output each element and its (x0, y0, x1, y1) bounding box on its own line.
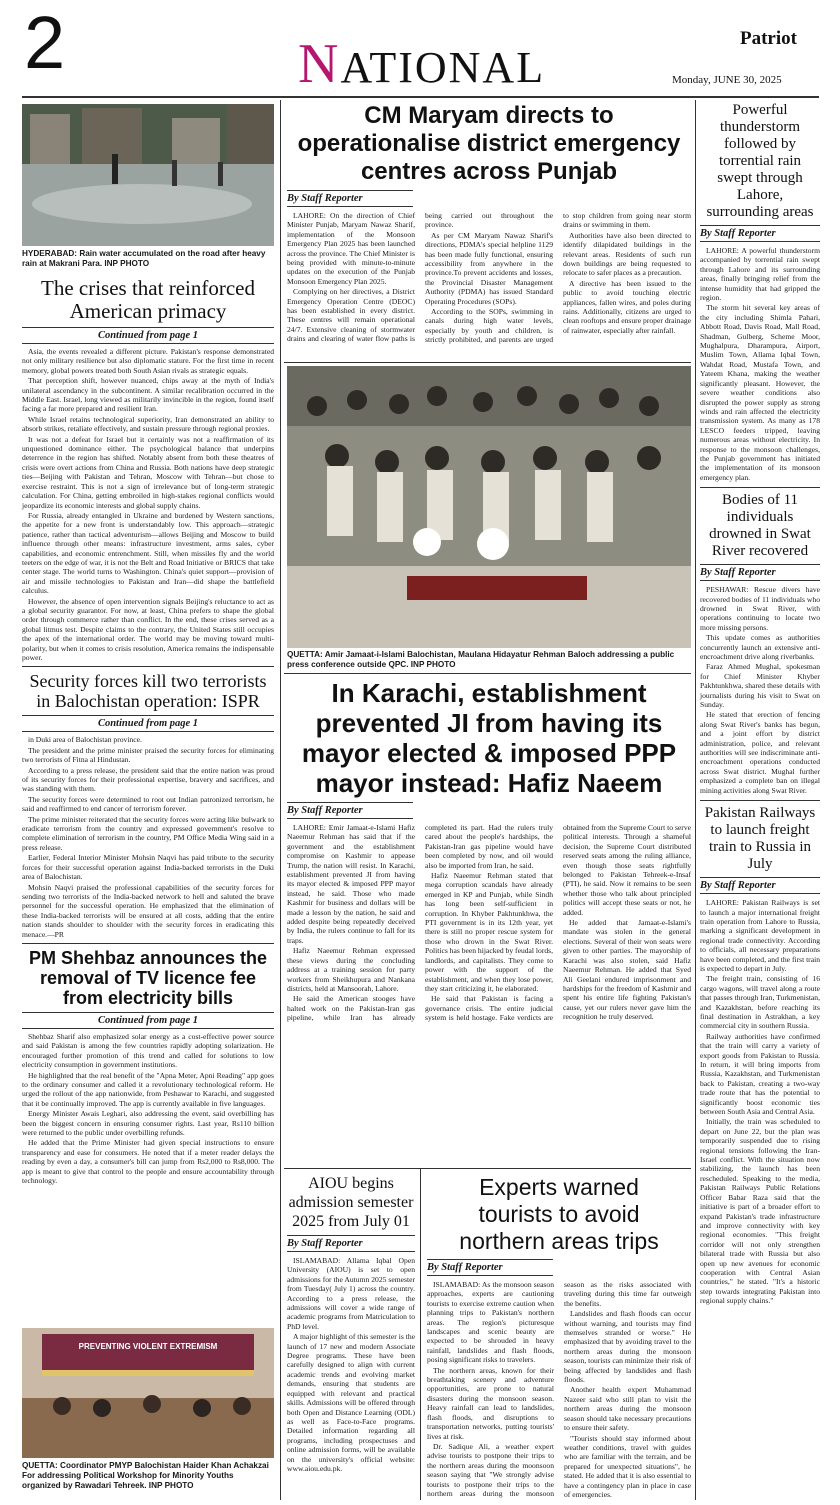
rule-above-photo (284, 362, 691, 363)
paragraph: Authorities have also been directed to identify dilapidated buildings in the relevant areas. Residents of such run down buildings are being requested to relocate to safer places as a precaution. (563, 230, 691, 278)
paragraph: He said that Pakistan is facing a governance crisis. The entire judicial system is held hostage. Fake verdicts are obtained from the Supreme Court to serve political interests. Through a shameful decision, the Supreme Court distributed reserved seats among the ruling alliance, even though those seats rightfully belonged to Pakistan Tehreek-e-Insaf (PTI), he said. Now it remains to be seen whether those who talk about principled politics will accept these seats or not, he added. (425, 823, 691, 1023)
paragraph: Another health expert Muhammad Nazeer said who still plan to visit the northern areas during the monsoon season should take necessary precautions to ensure their safety. (564, 1385, 691, 1433)
thunderstorm-byline: By Staff Reporter (700, 225, 820, 242)
left-column (22, 104, 274, 1186)
paragraph: He added that the Prime Minister had given special instructions to ensure transparency and ease for consumers. He noted that if a meter reader delays the reading by even a day, a consumer's bill can jump from Rs2,000 to Rs8,000. The app is meant to give that control to the people and ensure accountability through technology. (22, 1138, 274, 1186)
thunderstorm-body (700, 246, 820, 482)
story-crises-headline: The crises that reinforced American primacy (41, 276, 255, 323)
paragraph: Mohsin Naqvi praised the professional capabilities of the security forces for sending two terrorists of the India-backed network to hell and saluted the brave personnel for the successful operation. He emphasized that the elimination of these India-backed terrorists will be ensured at all costs, adding that the entire nation stands shoulder to shoulder with the security forces in eradicating this menace.—PR (22, 882, 274, 939)
karachi-headline: In Karachi, establishment prevented JI from having its mayor elected & imposed PPP mayor instead: Hafiz Naeem (301, 678, 677, 798)
paragraph: PESHAWAR: Rescue divers have recovered bodies of 11 individuals who drowned in Swat River, with operations continuing to locate two more missing persons. (700, 585, 820, 632)
story-security-body (22, 735, 274, 939)
paragraph: "Tourists should stay informed about weather conditions, travel with guides who are familiar with the terrain, and be prepared for unexpected situations", he stated. He added that it is also essential to have a contingency plan in place in case of emergencies. (564, 1433, 691, 1499)
paragraph: It was not a defeat for Israel but it certainly was not a reaffirmation of its unquestioned dominance either. The psychological balance that underpins deterrence in the region has shifted. Notably absent from both these theatres of crisis were overt actions from China and Russia. Both nations have deep strategic ties—Beijing with Pakistan and Tehran, Moscow with Tehran—but chose to exercise restraint. This is not a sign of irrelevance but of long-term strategic calculation. For China, getting embroiled in high-stakes regional conflicts would jeopardize its economic interests and global supply chains. (22, 434, 274, 510)
swat-headline: Bodies of 11 individuals drowned in Swat River recovered (709, 492, 811, 560)
swat-byline: By Staff Reporter (700, 564, 820, 581)
paragraph: Hafiz Naeemur Rehman stated that mega corruption scandals have already emerged in KP and Punjab, while Sindh has long been self-sufficient in corruption. In Khyber Pakhtunkhwa, the PTI government is in its 12th year, yet there is still no proper rescue system for those who drown in the Swat River. Politics has been hijacked by feudal lords, landlords, and capitalists. They come to power with the support of the establishment, and when they lose power, they start criticizing it, he elaborated. (425, 871, 554, 993)
thunderstorm-headline: Powerful thunderstorm followed by torrential rain swept through Lahore, surrounding areas (706, 102, 814, 220)
paragraph: Hafiz Naeemur Rehman expressed these views during the concluding address at a training session for party workers from Sheikhupura and Nankana districts, held at Mansoorah, Lahore. (287, 946, 415, 993)
paragraph: Shehbaz Sharif also emphasized solar energy as a cost-effective power source and said Pakistan is among the few countries rapidly adopting solarization. He encouraged further promotion of this trend and called for solutions to low electricity consumption in government institutions. (22, 1031, 274, 1070)
paragraph: He highlighted that the real benefit of the "Apna Meter, Apni Reading" app goes to the ordinary consumer and called it a revolutionary technological reform. He urged the rollout of the app nationwide, from Peshawar to Karachi, and suggested that it be continually improved. The app is currently available in five languages. (22, 1070, 274, 1108)
aiou-headline: AIOU begins admission semester 2025 from July 01 (288, 1175, 414, 1230)
experts-byline: By Staff Reporter (427, 1259, 553, 1276)
paragraph: in Duki area of Balochistan province. (28, 735, 142, 745)
karachi-story (287, 678, 691, 1023)
date: JUNE 30, 2025 (713, 74, 782, 86)
paragraph: The freight train, consisting of 16 cargo wagons, will travel along a route that passes through Iran, Turkmenistan, and Kazakhstan, before reaching its final destination in Astrakhan, a key commercial city in southern Russia. (700, 974, 820, 1031)
railways-body (700, 898, 820, 1305)
experts-body (427, 1280, 691, 1499)
railways-byline: By Staff Reporter (700, 877, 820, 894)
paragraph: The storm hit several key areas of the city including Shimla Pahari, Abbott Road, Davis Road, Mall Road, Shadman, Gulberg, Scheme Moor, Mughalpura, Dharampura, Airport, Muslim Town, Allama Iqbal Town, Wahdat Road, Mustafa Town, and Yateem Khana, making the weather significantly pleasant. However, the severe weather conditions also disrupted the power supply as strong winds and rain affected the electricity transmission system. As many as 178 LESCO feeders tripped, leaving numerous areas without electricity. In response to the monsoon challenges, the Punjab government has initiated the implementation of its monsoon emergency plan. (700, 303, 820, 482)
paragraph: The president and the prime minister praised the security forces for eliminating two terrorists of Fitna al Hindustan. (22, 745, 274, 765)
paragraph: Faraz Ahmed Mughal, spokesman for Chief Minister Khyber Pakhtunkhwa, shared these details with journalists during his visit to Swat on Sunday. (700, 662, 820, 710)
paragraph: Initially, the train was scheduled to depart on June 22, but the plan was temporarily suspended due to rising regional tensions following the Iran-Israel conflict. With the situation now stabilizing, the launch has been rescheduled. Speaking to the media, Pakistan Railways Public Relations Officer Babar Raza said that the initiative is part of a broader effort to expand Pakistan's trade infrastructure and improve connectivity with key regional economies. "This freight corridor will not only strengthen bilateral trade with Russia but also open up new avenues for economic cooperation with Central Asian countries," he stated. "It's a historic step towards integrating Pakistan into regional supply chains." (700, 1117, 820, 1306)
paragraph: The northern areas, known for their breathtaking scenery and adventure opportunities, are prone to natural disasters during the monsoon season. Heavy rainfall can lead to landslides, flash floods, and disruptions to transportation networks, putting tourists' lives at risk. (427, 1365, 554, 1441)
experts-story (427, 1174, 691, 1499)
lead-headline: CM Maryam directs to operationalise district emergency centres across Punjab (297, 102, 681, 185)
day: Monday, (672, 74, 711, 86)
masthead-rule (22, 96, 819, 98)
karachi-body (287, 823, 691, 1023)
section-rest: ATIONAL (340, 43, 546, 92)
rule-above-bottom (284, 1168, 691, 1169)
paragraph: He stated that erection of fencing along Swat River's banks has begun, and a joint effort by district administration, police, and relevant authorities will see indiscriminate anti-encroachment operations conducted across Swat district. Mughal further emphasized a complete ban on illegal mining activities along Swat River. (700, 710, 820, 795)
continued-label: Continued from page 1 (22, 715, 274, 732)
flood-photo-caption: HYDERABAD: Rain water accumulated on the road after heavy rain at Makrani Para. INP PHOTO (22, 249, 266, 268)
workshop-photo-caption: QUETTA: Coordinator PMYP Balochistan Haider Khan Achakzai For addressing Political Workshop for Minority Youths organized by Rawadari Tehreek. INP PHOTO (22, 1461, 269, 1490)
paragraph: For Russia, already entangled in Ukraine and burdened by Western sanctions, the appetite for a new front is understandably low. This approach—strategic patience, rather than tactical adventurism—allows Beijing and Moscow to build influence through other means: infrastructure investment, arms sales, cyber capabilities, and economic entrenchment. Still, when missiles fly and the world teeters on the edge of war, it is not the Belt and Road Initiative or BRICS that take center stage. The world turns to Washington. China's quiet support—provision of air and missile technologies to Pakistan and Iran—did shape the battlefield calculus. (22, 510, 274, 596)
lead-story (287, 102, 691, 345)
column-rule-left (280, 100, 281, 1500)
paragraph: Asia, the events revealed a different picture. Pakistan's response demonstrated not only military resilience but also diplomatic stature. For the first time in recent memory, global powers treated both South Asian rivals as strategic equals. (22, 347, 274, 375)
paragraph: He said the American stooges have halted work on the Pakistan-Iran gas pipeline, while Iran has already completed its part. Had the rulers truly cared about the people's hardships, the Pakistan-Iran gas pipeline would have been completed by now, and oil would also be imported from Iran, he said. (287, 823, 553, 1023)
paragraph: Earlier, Federal Interior Minister Mohsin Naqvi has paid tribute to the security forces for their successful operation against India-backed terrorists in the Duki area of Balochistan. (22, 853, 274, 882)
paragraph: A directive has been issued to the public to avoid touching electric appliances, fallen wires, and poles during rains. Additionally, citizens are urged to clean rooftops and ensure proper drainage of rainwater, especially after rainfall. (563, 278, 691, 335)
railways-headline: Pakistan Railways to launch freight train to Russia in July (704, 805, 816, 873)
paragraph: That perception shift, however nuanced, chips away at the myth of India's unilateral ascendancy in the subcontinent. A similar recalibration occurred in the Middle East. Israel, long viewed as militarily invincible in the region, found itself facing a far more prepared and resilient Iran. (22, 376, 274, 414)
section-title (298, 33, 546, 95)
paragraph: According to a press release, the president said that the entire nation was proud of its security forces for their professional expertise, bravery and sacrifices, and was standing with them. (22, 765, 274, 794)
lead-byline: By Staff Reporter (287, 190, 413, 207)
experts-headline: Experts warned tourists to avoid northern areas trips (459, 1174, 659, 1254)
paragraph: LAHORE: Pakistan Railways is set to launch a major international freight train operation from Lahore to Russia, marking a significant development in regional trade connectivity. According to officials, all necessary preparations have been completed, and the first train is expected to depart in July. (700, 898, 820, 973)
paragraph: Energy Minister Awais Leghari, also addressing the event, said overbilling has been the biggest concern in ensuring consumer rights. Last year, Rs110 billion were returned to the public under overbilling refunds. (22, 1109, 274, 1137)
paper-name: Patriot (740, 28, 797, 49)
workshop-photo (22, 1328, 274, 1458)
paragraph: The prime minister reiterated that the security forces were acting like bulwark to eradicate terrorism from the country and expressed government's resolve to complete elimination of terrorism in the country, PM Office Media Wing said in a press release. (22, 814, 274, 852)
section-initial: N (298, 33, 341, 95)
aiou-byline: By Staff Reporter (287, 1235, 415, 1252)
aiou-story (287, 1174, 415, 1474)
column-rule-bottom-center (420, 1168, 421, 1500)
press-conference-caption: QUETTA: Amir Jamaat-i-Islami Balochistan, Maulana Hidayatur Rehman Baloch addressing a public press conference outside QPC. INP PHOTO (287, 650, 675, 669)
lead-body (287, 211, 691, 345)
continued-label: Continued from page 1 (22, 1012, 274, 1029)
paragraph: As per CM Maryam Nawaz Sharif's directions, PDMA's special helpline 1129 has been made fully functional, ensuring accessibility from anywhere in the province.To prevent accidents and losses, the Provincial Disaster Management Authority (PDMA) has issued Standard Operating Procedures (SOPs). (425, 230, 553, 306)
paragraph: ISLAMABAD: Allama Iqbal Open University (AIOU) is set to open admissions for the Autumn 2025 semester from Tuesday( July 1) across the country. According to a press release, the admissions will cover a wide range of academic programs from Matriculation to PhD level. (287, 1256, 415, 1331)
karachi-byline: By Staff Reporter (287, 802, 413, 819)
paragraph: The security forces were determined to root out Indian patronized terrorism, he said and reaffirmed to end cancer of terrorism forever. (22, 794, 274, 814)
paragraph: LAHORE: A powerful thunderstorm accompanied by torrential rain swept through Lahore and its surrounding areas, finally bringing relief from the intense humidity that had gripped the region. (700, 246, 820, 303)
paragraph: ISLAMABAD: As the monsoon season approaches, experts are cautioning tourists to exercise extreme caution when planning trips to Pakistan's northern areas. The region's picturesque landscapes and scenic beauty are expected to be shrouded in heavy rainfall, landslides and flash floods, posing significant risks to travelers. (427, 1280, 554, 1365)
story-security-headline: Security forces kill two terrorists in Balochistan operation: ISPR (29, 671, 267, 712)
paragraph: Landslides and flash floods can occur without warning, and tourists may find themselves stranded or worse." He emphasized that by avoiding travel to the northern areas during the monsoon season, tourists can minimize their risk of being affected by landslides and flash floods. (564, 1309, 691, 1385)
paragraph: LAHORE: Emir Jamaat-e-Islami Hafiz Naeemur Rehman has said that if the government and the establishment compromise on Kashmir to appease Trump, the nation will resist. In Karachi, establishment prevented JI from having its mayor elected & imposed PPP mayor instead, he said. Those who made Kashmir for business and dollars will be made a lesson by the nation, he said and added despite being repeatedly deceived by India, the rulers continue to fall for its traps. (287, 823, 415, 945)
press-conference-photo (287, 366, 691, 648)
paragraph: Railway authorities have confirmed that the train will carry a variety of export goods from Pakistan to Russia. In return, it will bring imports from Russia, Kazakhstan, and Turkmenistan back to Pakistan, creating a two-way trade route that has the potential to significantly boost economic ties between South Asia and Central Asia. (700, 1031, 820, 1117)
paragraph: Complying on her directives, a District Emergency Operation Centre (DEOC) has been established in every district. These centres will remain operational 24/7. Extensive cleaning of stormwater drains and clearing of water flow paths is being carried out throughout the province. (287, 211, 553, 344)
flood-photo (22, 104, 274, 246)
paragraph: While Israel retains technological superiority, Iran demonstrated an ability to absorb strikes, retaliate effectively, and sustain pressure through regional proxies. (22, 414, 274, 434)
paragraph: Dr. Sadique Ali, a weather expert advise tourists to postpone their trips to the northern areas during the moonsoon season saying that "We strongly advise tourists to postpone their trips to the northern areas during the monsoon season as the risks associated with traveling during this time far outweigh the benefits. (427, 1280, 691, 1498)
story-tv-licence-headline: PM Shehbaz announces the removal of TV licence fee from electricity bills (28, 947, 268, 1008)
story-crises-body (22, 347, 274, 662)
paragraph: He added that Jamaat-e-Islami's mandate was stolen in the general elections. Several of their won seats were given to other parties. The mayorship of Karachi was also stolen, said Hafiz Naeemur Rehman. He added that Syed Ali Geelani endured imprisonment and hardships for the freedom of Kashmir and spent his entire life fighting Pakistan's cause, yet our rulers never gave him the recognition he truly deserved. (563, 918, 691, 1022)
date-line (672, 74, 782, 86)
paragraph: LAHORE: On the direction of Chief Minister Punjab, Maryam Nawaz Sharif, implementation of the Monsoon Emergency Plan 2025 has been launched across the province. The Chief Minister is being provided with minute-to-minute updates on the execution of the Punjab Monsoon Emergency Plan 2025. (287, 211, 415, 286)
column-rule-right (695, 100, 696, 1500)
aiou-body (287, 1256, 415, 1473)
page-number: 2 (24, 1, 66, 84)
masthead (0, 0, 840, 100)
continued-label: Continued from page 1 (22, 327, 274, 344)
swat-body (700, 585, 820, 795)
right-column (700, 102, 820, 1307)
paragraph: A major highlight of this semester is the launch of 17 new and modern Associate Degree programs. These have been carefully designed to align with current academic trends and evolving market demands, ensuring that students are equipped with relevant and practical skills. Admissions will be offered through both Open and Distance Learning (ODL) as well as Face-to-Face programs. Detailed information regarding all programs, including prospectuses and online admission forms, will be available on the university's official website: www.aiou.edu.pk. (287, 1332, 415, 1473)
story-tv-licence-body (22, 1032, 274, 1186)
rule-karachi (284, 673, 691, 674)
paragraph: However, the absence of open intervention signals Beijing's reluctance to act as a global security guarantor. For now, at least, China prefers to shape the global order through commerce rather than conflict. In the end, these crises served as a global litmus test. Despite claims to the contrary, the United States still occupies the apex of the international order. The world may be moving toward multi-polarity, but when it comes to crisis resolution, America remains the indispensable power. (22, 596, 274, 662)
paragraph: According to the SOPs, swimming in canals during high water levels, especially by youth and children, is strictly prohibited, and parents are urged to stop children from going near storm drains or swimming in them. (425, 211, 691, 345)
paragraph: This update comes as authorities concurrently launch an extensive anti-encroachment drive along riverbanks. (700, 633, 820, 661)
workshop-banner-text: PREVENTING VIOLENT EXTREMISM (78, 1342, 218, 1351)
